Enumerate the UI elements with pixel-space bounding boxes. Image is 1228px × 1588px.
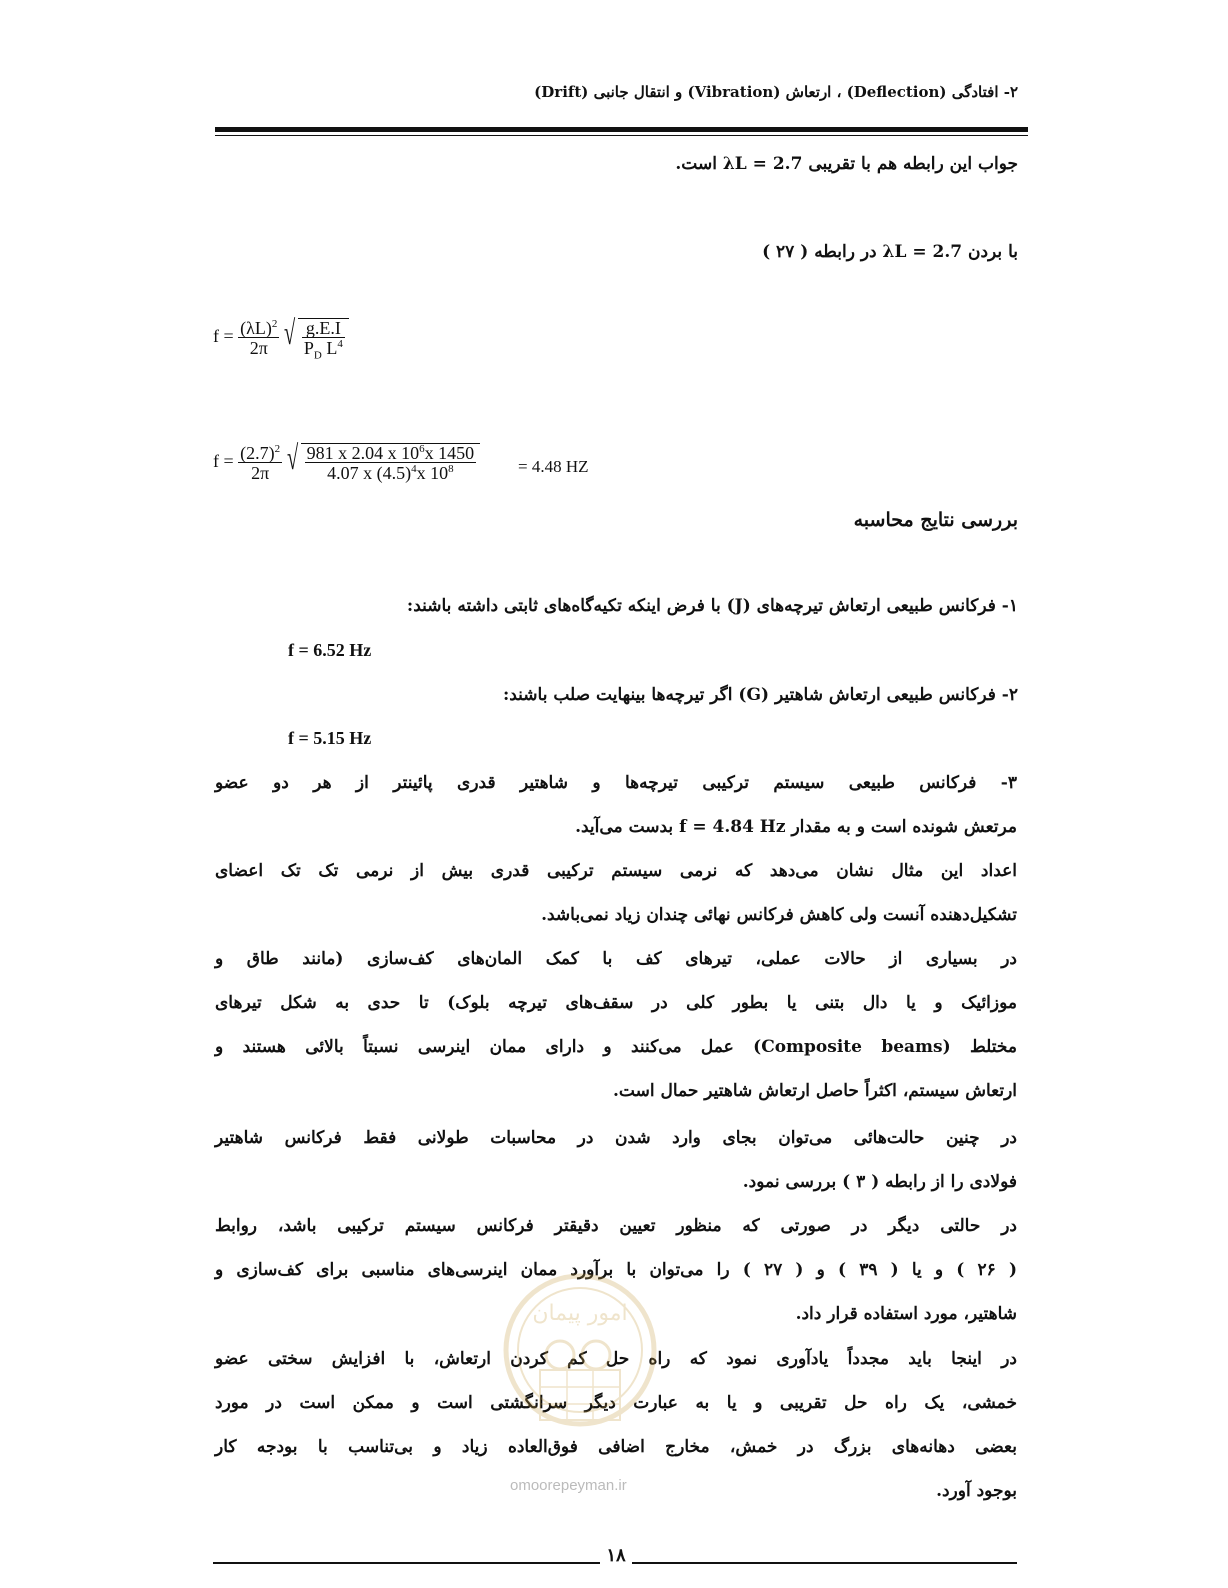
formula2-radicand-den-a: 4.07 x (4.5)	[327, 463, 412, 483]
formula2-radicand-den-exp1: 4	[411, 463, 417, 475]
formula-numeric	[213, 440, 480, 483]
answer-line: جواب این رابطه هم با تقریبی λL = 2.7 است.	[675, 154, 1018, 174]
formula2-denominator: 2π	[251, 462, 270, 483]
radicand-l-exponent: 4	[337, 338, 343, 350]
radicand-p-subscript: D	[313, 349, 322, 362]
formula-lhs: f =	[213, 326, 234, 347]
item-3-line-2: مرتعش شونده است و به مقدار f = 4.84 Hz بدست می‌آید.	[575, 817, 1017, 837]
watermark-text: امور پیمان	[532, 1301, 628, 1326]
paragraph-2-line-2: موزائیک و یا دال بتنی یا بطور کلی در سقف‌های تیرچه بلوک) تا حدی به شکل تیرهای	[215, 993, 1017, 1013]
formula-general	[213, 315, 349, 362]
paragraph-2	[215, 947, 1017, 1103]
watermark-url: omoorepeyman.ir	[510, 1477, 627, 1494]
running-header: ۲- افتادگی (Deflection) ، ارتعاش (Vibration) و انتقال جانبی (Drift)	[534, 83, 1018, 101]
paragraph-5-line-2: خمشی، یک راه حل تقریبی و یا به عبارت دیگر سرانگشتی است و ممکن است در مورد	[215, 1393, 1017, 1413]
formula2-lhs: f =	[213, 451, 234, 472]
paragraph-5-line-4: بوجود آورد.	[936, 1481, 1017, 1501]
formula2-radicand-num-exp: 6	[419, 443, 425, 455]
item-3-line-1: ۳- فرکانس طبیعی سیستم ترکیبی تیرچه‌ها و شاهتیر قدری پائینتر از هر دو عضو	[215, 773, 1017, 793]
formula2-square-root	[286, 440, 481, 483]
paragraph-3-line-1: در چنین حالت‌هائی می‌توان بجای وارد شدن در محاسبات طولانی فقط فرکانس شاهتیر	[215, 1128, 1017, 1148]
substitute-line: با بردن λL = 2.7 در رابطه ( ۲۷ )	[762, 242, 1018, 262]
square-root	[283, 315, 349, 362]
paragraph-3	[215, 1126, 1017, 1194]
formula2-fraction	[238, 444, 282, 483]
radicand-p: P	[303, 338, 314, 358]
paragraph-1	[215, 859, 1017, 927]
watermark-logo	[500, 1270, 660, 1460]
paragraph-5-line-1: در اینجا باید مجدداً یادآوری نمود که راه حل کم کردن ارتعاش، با افزایش سختی عضو	[215, 1349, 1017, 1369]
formula2-radicand-den-b: x 10	[416, 463, 449, 483]
header-rule-thin	[215, 135, 1028, 136]
item-2-value: f = 5.15 Hz	[288, 728, 372, 748]
paragraph-1-line-1: اعداد این مثال نشان می‌دهد که نرمی سیستم ترکیبی قدری بیش از نرمی تک تک اعضای	[215, 861, 1017, 881]
formula2-numerator-exponent: 2	[274, 442, 281, 455]
footer-rule-right	[632, 1562, 1017, 1564]
item-1: ۱- فرکانس طبیعی ارتعاش تیرچه‌های (J) با فرض اینکه تکیه‌گاه‌های ثابتی داشته باشند:	[406, 596, 1018, 616]
formula2-numerator: (2.7)	[240, 442, 275, 463]
numerator-exponent: 2	[271, 317, 278, 330]
formula2-radicand-num-a: 981 x 2.04 x 10	[306, 443, 420, 463]
radical-sign-icon: √	[283, 315, 296, 352]
item-1-value: f = 6.52 Hz	[288, 640, 372, 660]
formula2-radicand-num-b: x 1450	[424, 443, 475, 463]
formula2-result: = 4.48 HZ	[518, 457, 589, 476]
formula2-radicand-den-exp2: 8	[448, 463, 454, 475]
item-3	[215, 771, 1017, 839]
section-title: بررسی نتایج محاسبه	[853, 509, 1018, 531]
radicand-numerator: g.E.I	[302, 319, 345, 338]
item-2: ۲- فرکانس طبیعی ارتعاش شاهتیر (G) اگر تیرچه‌ها بینهایت صلب باشند:	[502, 685, 1018, 705]
paragraph-2-line-1: در بسیاری از حالات عملی، تیرهای کف با کمک المان‌های کف‌سازی (مانند طاق و	[215, 949, 1017, 969]
fraction-denominator: 2π	[249, 337, 268, 358]
paragraph-3-line-2: فولادی را از رابطه ( ۳ ) بررسی نمود.	[742, 1172, 1017, 1192]
header-rule-thick	[215, 127, 1028, 132]
formula-fraction	[238, 319, 279, 358]
fraction-numerator: (λL)	[240, 317, 272, 338]
footer-rule-left	[213, 1562, 600, 1564]
paragraph-4-line-2: ( ۲۶ ) و یا ( ۳۹ ) و ( ۲۷ ) را می‌توان با برآورد ممان اینرسی‌های مناسبی برای کف‌سازی و	[215, 1260, 1017, 1280]
paragraph-5-line-3: بعضی دهانه‌های بزرگ در خمش، مخارج اضافی فوق‌العاده زیاد و بی‌تناسب با بودجه کار	[215, 1437, 1017, 1457]
paragraph-1-line-2: تشکیل‌دهنده آنست ولی کاهش فرکانس نهائی چندان زیاد نمی‌باشد.	[541, 905, 1017, 925]
radicand-l: L	[326, 338, 338, 358]
paragraph-2-line-4: ارتعاش سیستم، اکثراً حاصل ارتعاش شاهتیر حمال است.	[612, 1081, 1017, 1101]
radical-sign-icon: √	[286, 440, 298, 477]
page-number: ۱۸	[606, 1545, 626, 1566]
paragraph-2-line-3: مختلط (Composite beams) عمل می‌کنند و دارای ممان اینرسی نسبتاً بالائی هستند و	[215, 1037, 1017, 1057]
paragraph-4-line-1: در حالتی دیگر در صورتی که منظور تعیین دقیقتر فرکانس سیستم ترکیبی باشد، روابط	[215, 1216, 1017, 1236]
paragraph-4-line-3: شاهتیر، مورد استفاده قرار داد.	[795, 1304, 1017, 1324]
